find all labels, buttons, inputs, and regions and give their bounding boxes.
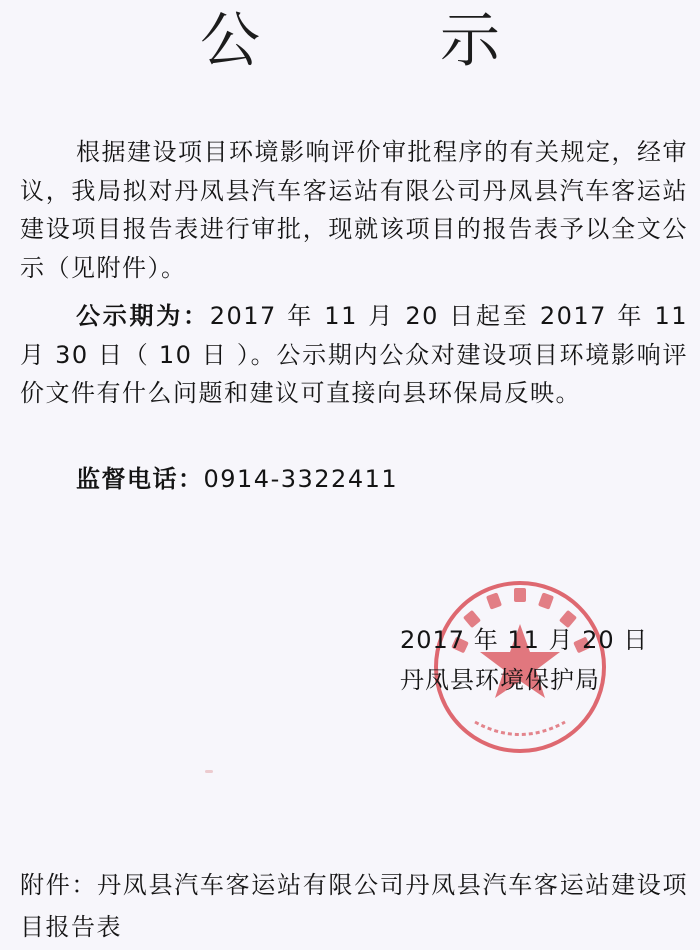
signature-organization: 丹凤县环境保护局: [400, 666, 600, 694]
signature-block: [400, 620, 648, 700]
scan-speck: [205, 770, 213, 773]
period-text: 2017 年 11 月 20 日起至 2017 年 11 月 30 日（ 10 日 ）。公示期内公众对建设项目环境影响评价文件有什么问题和建议可直接向县环保局反映。: [20, 302, 688, 407]
paragraph-publicity-period: [20, 297, 688, 413]
supervision-phone: [76, 460, 398, 498]
document-title: 公 示: [200, 6, 560, 76]
signature-date: 2017 年 11 月 20 日: [400, 626, 649, 654]
attachment-note: 附件：丹凤县汽车客运站有限公司丹凤县汽车客运站建设项目报告表: [20, 871, 688, 941]
period-label: 公示期为：: [76, 302, 210, 330]
phone-number: 0914-3322411: [203, 465, 399, 493]
phone-label: 监督电话：: [76, 465, 204, 493]
paragraph-approval-notice: 根据建设项目环境影响评价审批程序的有关规定，经审议，我局拟对丹凤县汽车客运站有限公司丹凤县汽车客运站建设项目报告表进行审批，现就该项目的报告表予以全文公示（见附件）。: [20, 138, 688, 282]
